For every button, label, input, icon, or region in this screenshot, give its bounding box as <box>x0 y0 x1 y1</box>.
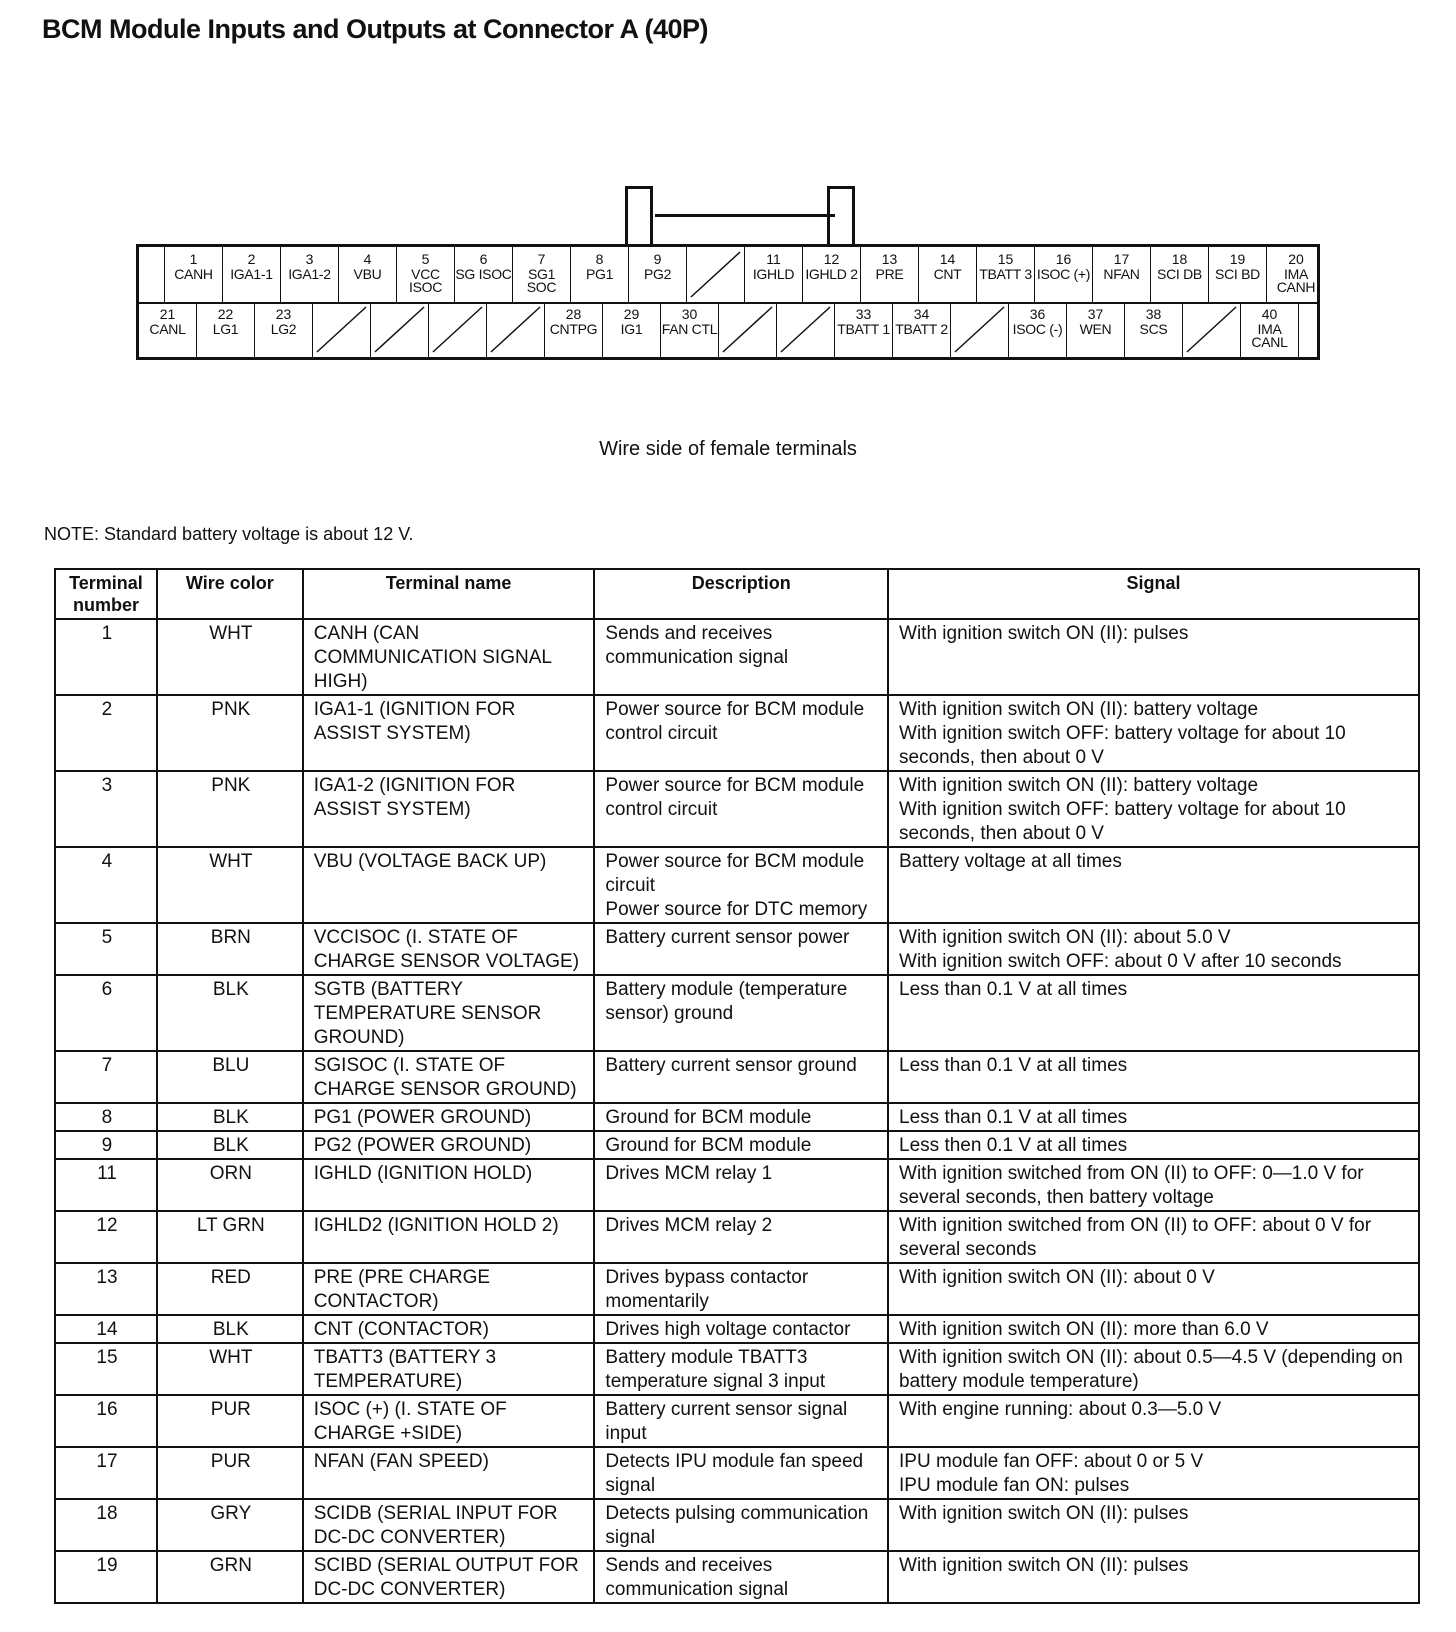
cell-wire-color: PNK <box>157 771 303 847</box>
terminal-number: 18 <box>1171 251 1188 267</box>
cell-wire-color: LT GRN <box>157 1211 303 1263</box>
cell-terminal-name: SGTB (BATTERY TEMPERATURE SENSOR GROUND) <box>303 975 595 1051</box>
terminal-number: 11 <box>766 251 781 267</box>
connector-lock-bridge <box>655 214 835 217</box>
description-line: Detects IPU module fan speed signal <box>605 1451 864 1496</box>
cell-terminal-name: IGA1-2 (IGNITION FOR ASSIST SYSTEM) <box>303 771 595 847</box>
header-signal: Signal <box>888 569 1419 619</box>
signal-line: With ignition switch ON (II): pulses <box>899 1503 1189 1524</box>
cell-terminal-name: IGA1-1 (IGNITION FOR ASSIST SYSTEM) <box>303 695 595 771</box>
connector-unused-cavity <box>487 302 545 357</box>
cell-terminal-name: VCCISOC (I. STATE OF CHARGE SENSOR VOLTAGE) <box>303 923 595 975</box>
terminal-label: TBATT 3 <box>979 266 1032 282</box>
terminal-label: CNT <box>933 266 962 282</box>
table-row <box>55 1343 1419 1395</box>
cell-terminal-number: 4 <box>55 847 157 923</box>
connector-terminal <box>603 302 661 357</box>
terminal-number: 38 <box>1145 306 1162 322</box>
terminal-number: 36 <box>1029 306 1046 322</box>
cell-description <box>594 1395 888 1447</box>
cell-signal <box>888 695 1419 771</box>
table-row <box>55 1315 1419 1343</box>
terminal-label: WEN <box>1079 321 1112 337</box>
terminal-label: SG ISOC <box>455 266 512 282</box>
signal-line: With ignition switch ON (II): about 5.0 V <box>899 927 1231 948</box>
connector-terminal <box>977 247 1035 302</box>
connector-lock-tab-left <box>625 186 653 244</box>
signal-line: Less then 0.1 V at all times <box>899 1135 1128 1156</box>
cell-description <box>594 1447 888 1499</box>
cell-signal <box>888 619 1419 695</box>
terminal-label: ISOC (+) <box>1036 266 1091 282</box>
terminal-number: 2 <box>247 251 256 267</box>
description-line: Battery module TBATT3 temperature signal 3 input <box>605 1347 826 1392</box>
table-row <box>55 1395 1419 1447</box>
cell-description <box>594 771 888 847</box>
header-wire-color: Wire color <box>157 569 303 619</box>
table-row <box>55 1263 1419 1315</box>
cell-terminal-number: 7 <box>55 1051 157 1103</box>
description-line: Power source for BCM module control circuit <box>605 775 865 820</box>
connector-terminal <box>1125 302 1183 357</box>
cell-signal <box>888 975 1419 1051</box>
connector-row-top <box>139 247 1317 304</box>
description-line: Battery current sensor power <box>605 927 850 948</box>
cell-wire-color: BLK <box>157 975 303 1051</box>
page-title: BCM Module Inputs and Outputs at Connector A (40P) <box>42 14 708 44</box>
cell-signal <box>888 1315 1419 1343</box>
signal-line: With engine running: about 0.3—5.0 V <box>899 1399 1222 1420</box>
terminal-number: 23 <box>275 306 292 322</box>
cell-description <box>594 923 888 975</box>
cell-description <box>594 1051 888 1103</box>
connector-terminal <box>513 247 571 302</box>
cell-terminal-number: 13 <box>55 1263 157 1315</box>
connector-terminal <box>1267 247 1325 302</box>
table-row <box>55 771 1419 847</box>
cell-terminal-name: CNT (CONTACTOR) <box>303 1315 595 1343</box>
cell-signal <box>888 1159 1419 1211</box>
cell-wire-color: BLK <box>157 1315 303 1343</box>
cell-signal <box>888 1499 1419 1551</box>
terminal-number: 19 <box>1229 251 1246 267</box>
terminal-label: IGHLD <box>752 266 795 282</box>
cell-terminal-name: SCIDB (SERIAL INPUT FOR DC-DC CONVERTER) <box>303 1499 595 1551</box>
connector-row-bottom <box>139 302 1317 357</box>
cell-signal <box>888 1103 1419 1131</box>
description-line: Battery current sensor ground <box>605 1055 857 1076</box>
terminal-number: 30 <box>681 306 698 322</box>
cell-terminal-name: CANH (CAN COMMUNICATION SIGNAL HIGH) <box>303 619 595 695</box>
description-line: Power source for DTC memory <box>605 899 868 920</box>
table-row <box>55 1159 1419 1211</box>
cell-terminal-number: 9 <box>55 1131 157 1159</box>
cell-wire-color: WHT <box>157 847 303 923</box>
connector-diagram <box>136 244 1320 360</box>
cell-description <box>594 695 888 771</box>
cell-signal <box>888 1447 1419 1499</box>
connector-terminal <box>1093 247 1151 302</box>
cell-description <box>594 1551 888 1603</box>
description-line: Battery current sensor signal input <box>605 1399 848 1444</box>
connector-edge-cavity <box>1299 302 1325 357</box>
cell-description <box>594 1343 888 1395</box>
cell-terminal-name: NFAN (FAN SPEED) <box>303 1447 595 1499</box>
terminal-number: 6 <box>479 251 488 267</box>
connector-terminal <box>861 247 919 302</box>
table-row <box>55 1131 1419 1159</box>
terminal-label: ISOC (-) <box>1012 321 1063 337</box>
terminal-number: 34 <box>913 306 930 322</box>
cell-terminal-number: 17 <box>55 1447 157 1499</box>
cell-terminal-name: PG1 (POWER GROUND) <box>303 1103 595 1131</box>
terminal-label: CANH <box>174 266 213 282</box>
terminal-number: 8 <box>595 251 604 267</box>
terminal-label: IGHLD 2 <box>805 266 858 282</box>
connector-terminal <box>629 247 687 302</box>
cell-signal <box>888 1211 1419 1263</box>
terminal-number: 1 <box>189 251 198 267</box>
cell-terminal-number: 15 <box>55 1343 157 1395</box>
cell-terminal-number: 6 <box>55 975 157 1051</box>
cell-terminal-name: IGHLD (IGNITION HOLD) <box>303 1159 595 1211</box>
cell-terminal-name: IGHLD2 (IGNITION HOLD 2) <box>303 1211 595 1263</box>
table-header-row <box>55 569 1419 619</box>
cell-description <box>594 1499 888 1551</box>
signal-line: With ignition switch OFF: about 0 V after 10 seconds <box>899 951 1342 972</box>
cell-terminal-number: 19 <box>55 1551 157 1603</box>
signal-line: With ignition switch ON (II): battery voltage <box>899 775 1259 796</box>
cell-description <box>594 1159 888 1211</box>
connector-terminal <box>255 302 313 357</box>
terminal-label: PRE <box>875 266 904 282</box>
terminal-label: SG1 SOC <box>526 266 557 295</box>
terminal-label: IGA1-1 <box>230 266 273 282</box>
cell-wire-color: PUR <box>157 1395 303 1447</box>
signal-line: Less than 0.1 V at all times <box>899 979 1128 1000</box>
terminal-label: IMA CANL <box>1251 321 1288 350</box>
connector-terminal <box>1241 302 1299 357</box>
table-row <box>55 975 1419 1051</box>
terminal-number: 40 <box>1261 306 1278 322</box>
terminal-number: 15 <box>997 251 1014 267</box>
connector-terminal <box>1209 247 1267 302</box>
note-text: NOTE: Standard battery voltage is about 12 V. <box>44 524 414 544</box>
description-line: Detects pulsing communication signal <box>605 1503 869 1548</box>
connector-terminal <box>197 302 255 357</box>
terminal-number: 20 <box>1288 251 1304 267</box>
terminal-label: NFAN <box>1103 266 1140 282</box>
cell-terminal-number: 3 <box>55 771 157 847</box>
cell-terminal-name: PG2 (POWER GROUND) <box>303 1131 595 1159</box>
connector-terminal <box>835 302 893 357</box>
cell-signal <box>888 771 1419 847</box>
cell-signal <box>888 1551 1419 1603</box>
signal-line: With ignition switched from ON (II) to OFF: 0—1.0 V for several seconds, then battery voltage <box>899 1163 1364 1208</box>
connector-terminal <box>745 247 803 302</box>
terminal-label: SCI DB <box>1157 266 1202 282</box>
cell-description <box>594 619 888 695</box>
cell-terminal-number: 11 <box>55 1159 157 1211</box>
header-terminal-number: Terminal number <box>55 569 157 619</box>
signal-line: IPU module fan OFF: about 0 or 5 V <box>899 1451 1204 1472</box>
terminal-label: TBATT 1 <box>837 321 890 337</box>
signal-line: Less than 0.1 V at all times <box>899 1055 1128 1076</box>
terminal-label: LG2 <box>270 321 297 337</box>
signal-line: With ignition switch OFF: battery voltage for about 10 seconds, then about 0 V <box>899 723 1346 768</box>
description-line: Ground for BCM module <box>605 1107 812 1128</box>
description-line: Ground for BCM module <box>605 1135 812 1156</box>
cell-terminal-name: SGISOC (I. STATE OF CHARGE SENSOR GROUND) <box>303 1051 595 1103</box>
signal-line: IPU module fan ON: pulses <box>899 1475 1130 1496</box>
description-line: Drives bypass contactor momentarily <box>605 1267 809 1312</box>
cell-terminal-name: TBATT3 (BATTERY 3 TEMPERATURE) <box>303 1343 595 1395</box>
connector-terminal <box>1009 302 1067 357</box>
terminal-number: 33 <box>855 306 872 322</box>
connector-terminal <box>545 302 603 357</box>
signal-line: With ignition switch ON (II): pulses <box>899 1555 1189 1576</box>
connector-terminal <box>893 302 951 357</box>
cell-signal <box>888 1131 1419 1159</box>
cell-terminal-name: ISOC (+) (I. STATE OF CHARGE +SIDE) <box>303 1395 595 1447</box>
description-line: Drives MCM relay 1 <box>605 1163 773 1184</box>
terminal-label: SCI BD <box>1215 266 1260 282</box>
connector-unused-cavity <box>777 302 835 357</box>
connector-terminal <box>397 247 455 302</box>
terminal-number: 22 <box>217 306 234 322</box>
cell-wire-color: BLK <box>157 1131 303 1159</box>
connector-caption: Wire side of female terminals <box>599 438 857 460</box>
description-line: Power source for BCM module circuit <box>605 851 865 896</box>
cell-signal <box>888 1343 1419 1395</box>
table-row <box>55 847 1419 923</box>
description-line: Sends and receives communication signal <box>605 1555 789 1600</box>
cell-wire-color: PNK <box>157 695 303 771</box>
cell-description <box>594 1211 888 1263</box>
terminal-number: 5 <box>421 251 430 267</box>
cell-terminal-name: VBU (VOLTAGE BACK UP) <box>303 847 595 923</box>
terminal-number: 37 <box>1087 306 1104 322</box>
terminal-number: 29 <box>623 306 640 322</box>
connector-terminal <box>339 247 397 302</box>
terminal-number: 21 <box>159 306 176 322</box>
connector-terminal <box>223 247 281 302</box>
cell-description <box>594 1315 888 1343</box>
connector-terminal <box>1067 302 1125 357</box>
terminal-label: CNTPG <box>549 321 598 337</box>
description-line: Drives high voltage contactor <box>605 1319 851 1340</box>
signal-line: Less than 0.1 V at all times <box>899 1107 1128 1128</box>
table-row <box>55 1499 1419 1551</box>
connector-unused-cavity <box>313 302 371 357</box>
cell-terminal-number: 12 <box>55 1211 157 1263</box>
terminal-number: 9 <box>653 251 662 267</box>
signal-line: With ignition switch ON (II): pulses <box>899 623 1189 644</box>
terminal-table <box>54 568 1420 1604</box>
connector-unused-cavity <box>371 302 429 357</box>
cell-wire-color: BLK <box>157 1103 303 1131</box>
connector-unused-cavity <box>429 302 487 357</box>
terminal-number: 4 <box>363 251 372 267</box>
terminal-number: 7 <box>537 251 546 267</box>
connector-unused-cavity <box>951 302 1009 357</box>
cell-signal <box>888 1263 1419 1315</box>
terminal-label: TBATT 2 <box>895 321 948 337</box>
terminal-label: IG1 <box>620 321 643 337</box>
connector-unused-cavity <box>1183 302 1241 357</box>
terminal-label: CANL <box>149 321 186 337</box>
cell-wire-color: ORN <box>157 1159 303 1211</box>
connector-terminal <box>139 302 197 357</box>
signal-line: With ignition switch ON (II): battery voltage <box>899 699 1259 720</box>
connector-terminal <box>455 247 513 302</box>
cell-wire-color: BRN <box>157 923 303 975</box>
cell-description <box>594 1103 888 1131</box>
table-row <box>55 1551 1419 1603</box>
signal-line: With ignition switched from ON (II) to OFF: about 0 V for several seconds <box>899 1215 1372 1260</box>
table-row <box>55 1051 1419 1103</box>
terminal-number: 14 <box>939 251 956 267</box>
cell-wire-color: WHT <box>157 619 303 695</box>
signal-line: With ignition switch ON (II): more than 6.0 V <box>899 1319 1269 1340</box>
terminal-number: 17 <box>1113 251 1130 267</box>
connector-terminal <box>1151 247 1209 302</box>
cell-signal <box>888 847 1419 923</box>
connector-terminal <box>165 247 223 302</box>
cell-terminal-name: SCIBD (SERIAL OUTPUT FOR DC-DC CONVERTER) <box>303 1551 595 1603</box>
description-line: Power source for BCM module control circuit <box>605 699 865 744</box>
cell-terminal-number: 16 <box>55 1395 157 1447</box>
connector-edge-cavity <box>139 247 165 302</box>
signal-line: With ignition switch OFF: battery voltage for about 10 seconds, then about 0 V <box>899 799 1346 844</box>
terminal-number: 28 <box>565 306 582 322</box>
cell-signal <box>888 923 1419 975</box>
cell-signal <box>888 1051 1419 1103</box>
terminal-label: IGA1-2 <box>288 266 331 282</box>
connector-terminal <box>919 247 977 302</box>
table-row <box>55 695 1419 771</box>
cell-terminal-number: 8 <box>55 1103 157 1131</box>
terminal-label: VBU <box>353 266 382 282</box>
connector-terminal <box>281 247 339 302</box>
cell-description <box>594 975 888 1051</box>
table-row <box>55 619 1419 695</box>
cell-description <box>594 1263 888 1315</box>
cell-wire-color: PUR <box>157 1447 303 1499</box>
terminal-label: LG1 <box>212 321 239 337</box>
terminal-label: PG1 <box>585 266 614 282</box>
cell-terminal-name: PRE (PRE CHARGE CONTACTOR) <box>303 1263 595 1315</box>
terminal-number: 3 <box>305 251 314 267</box>
connector-terminal <box>661 302 719 357</box>
terminal-label: PG2 <box>643 266 672 282</box>
cell-description <box>594 1131 888 1159</box>
cell-terminal-number: 1 <box>55 619 157 695</box>
terminal-number: 12 <box>823 251 840 267</box>
cell-wire-color: GRY <box>157 1499 303 1551</box>
connector-unused-cavity <box>719 302 777 357</box>
cell-wire-color: BLU <box>157 1051 303 1103</box>
connector-terminal <box>803 247 861 302</box>
cell-terminal-number: 5 <box>55 923 157 975</box>
signal-line: With ignition switch ON (II): about 0 V <box>899 1267 1215 1288</box>
cell-wire-color: RED <box>157 1263 303 1315</box>
cell-terminal-number: 2 <box>55 695 157 771</box>
header-terminal-name: Terminal name <box>303 569 595 619</box>
connector-terminal <box>571 247 629 302</box>
description-line: Sends and receives communication signal <box>605 623 789 668</box>
signal-line: With ignition switch ON (II): about 0.5—4.5 V (depending on battery module temperature) <box>899 1347 1403 1392</box>
cell-terminal-number: 18 <box>55 1499 157 1551</box>
description-line: Drives MCM relay 2 <box>605 1215 773 1236</box>
table-row <box>55 1447 1419 1499</box>
terminal-label: FAN CTL <box>661 321 718 337</box>
cell-terminal-number: 14 <box>55 1315 157 1343</box>
signal-line: Battery voltage at all times <box>899 851 1122 872</box>
terminal-number: 13 <box>881 251 898 267</box>
terminal-label: VCC ISOC <box>408 266 443 295</box>
terminal-label: SCS <box>1139 321 1168 337</box>
cell-wire-color: GRN <box>157 1551 303 1603</box>
table-row <box>55 923 1419 975</box>
terminal-number: 16 <box>1055 251 1072 267</box>
cell-wire-color: WHT <box>157 1343 303 1395</box>
table-row <box>55 1103 1419 1131</box>
cell-description <box>594 847 888 923</box>
connector-unused-cavity <box>687 247 745 302</box>
table-row <box>55 1211 1419 1263</box>
terminal-label: IMA CANH <box>1276 266 1316 295</box>
cell-signal <box>888 1395 1419 1447</box>
connector-terminal <box>1035 247 1093 302</box>
description-line: Battery module (temperature sensor) ground <box>605 979 848 1024</box>
header-description: Description <box>594 569 888 619</box>
